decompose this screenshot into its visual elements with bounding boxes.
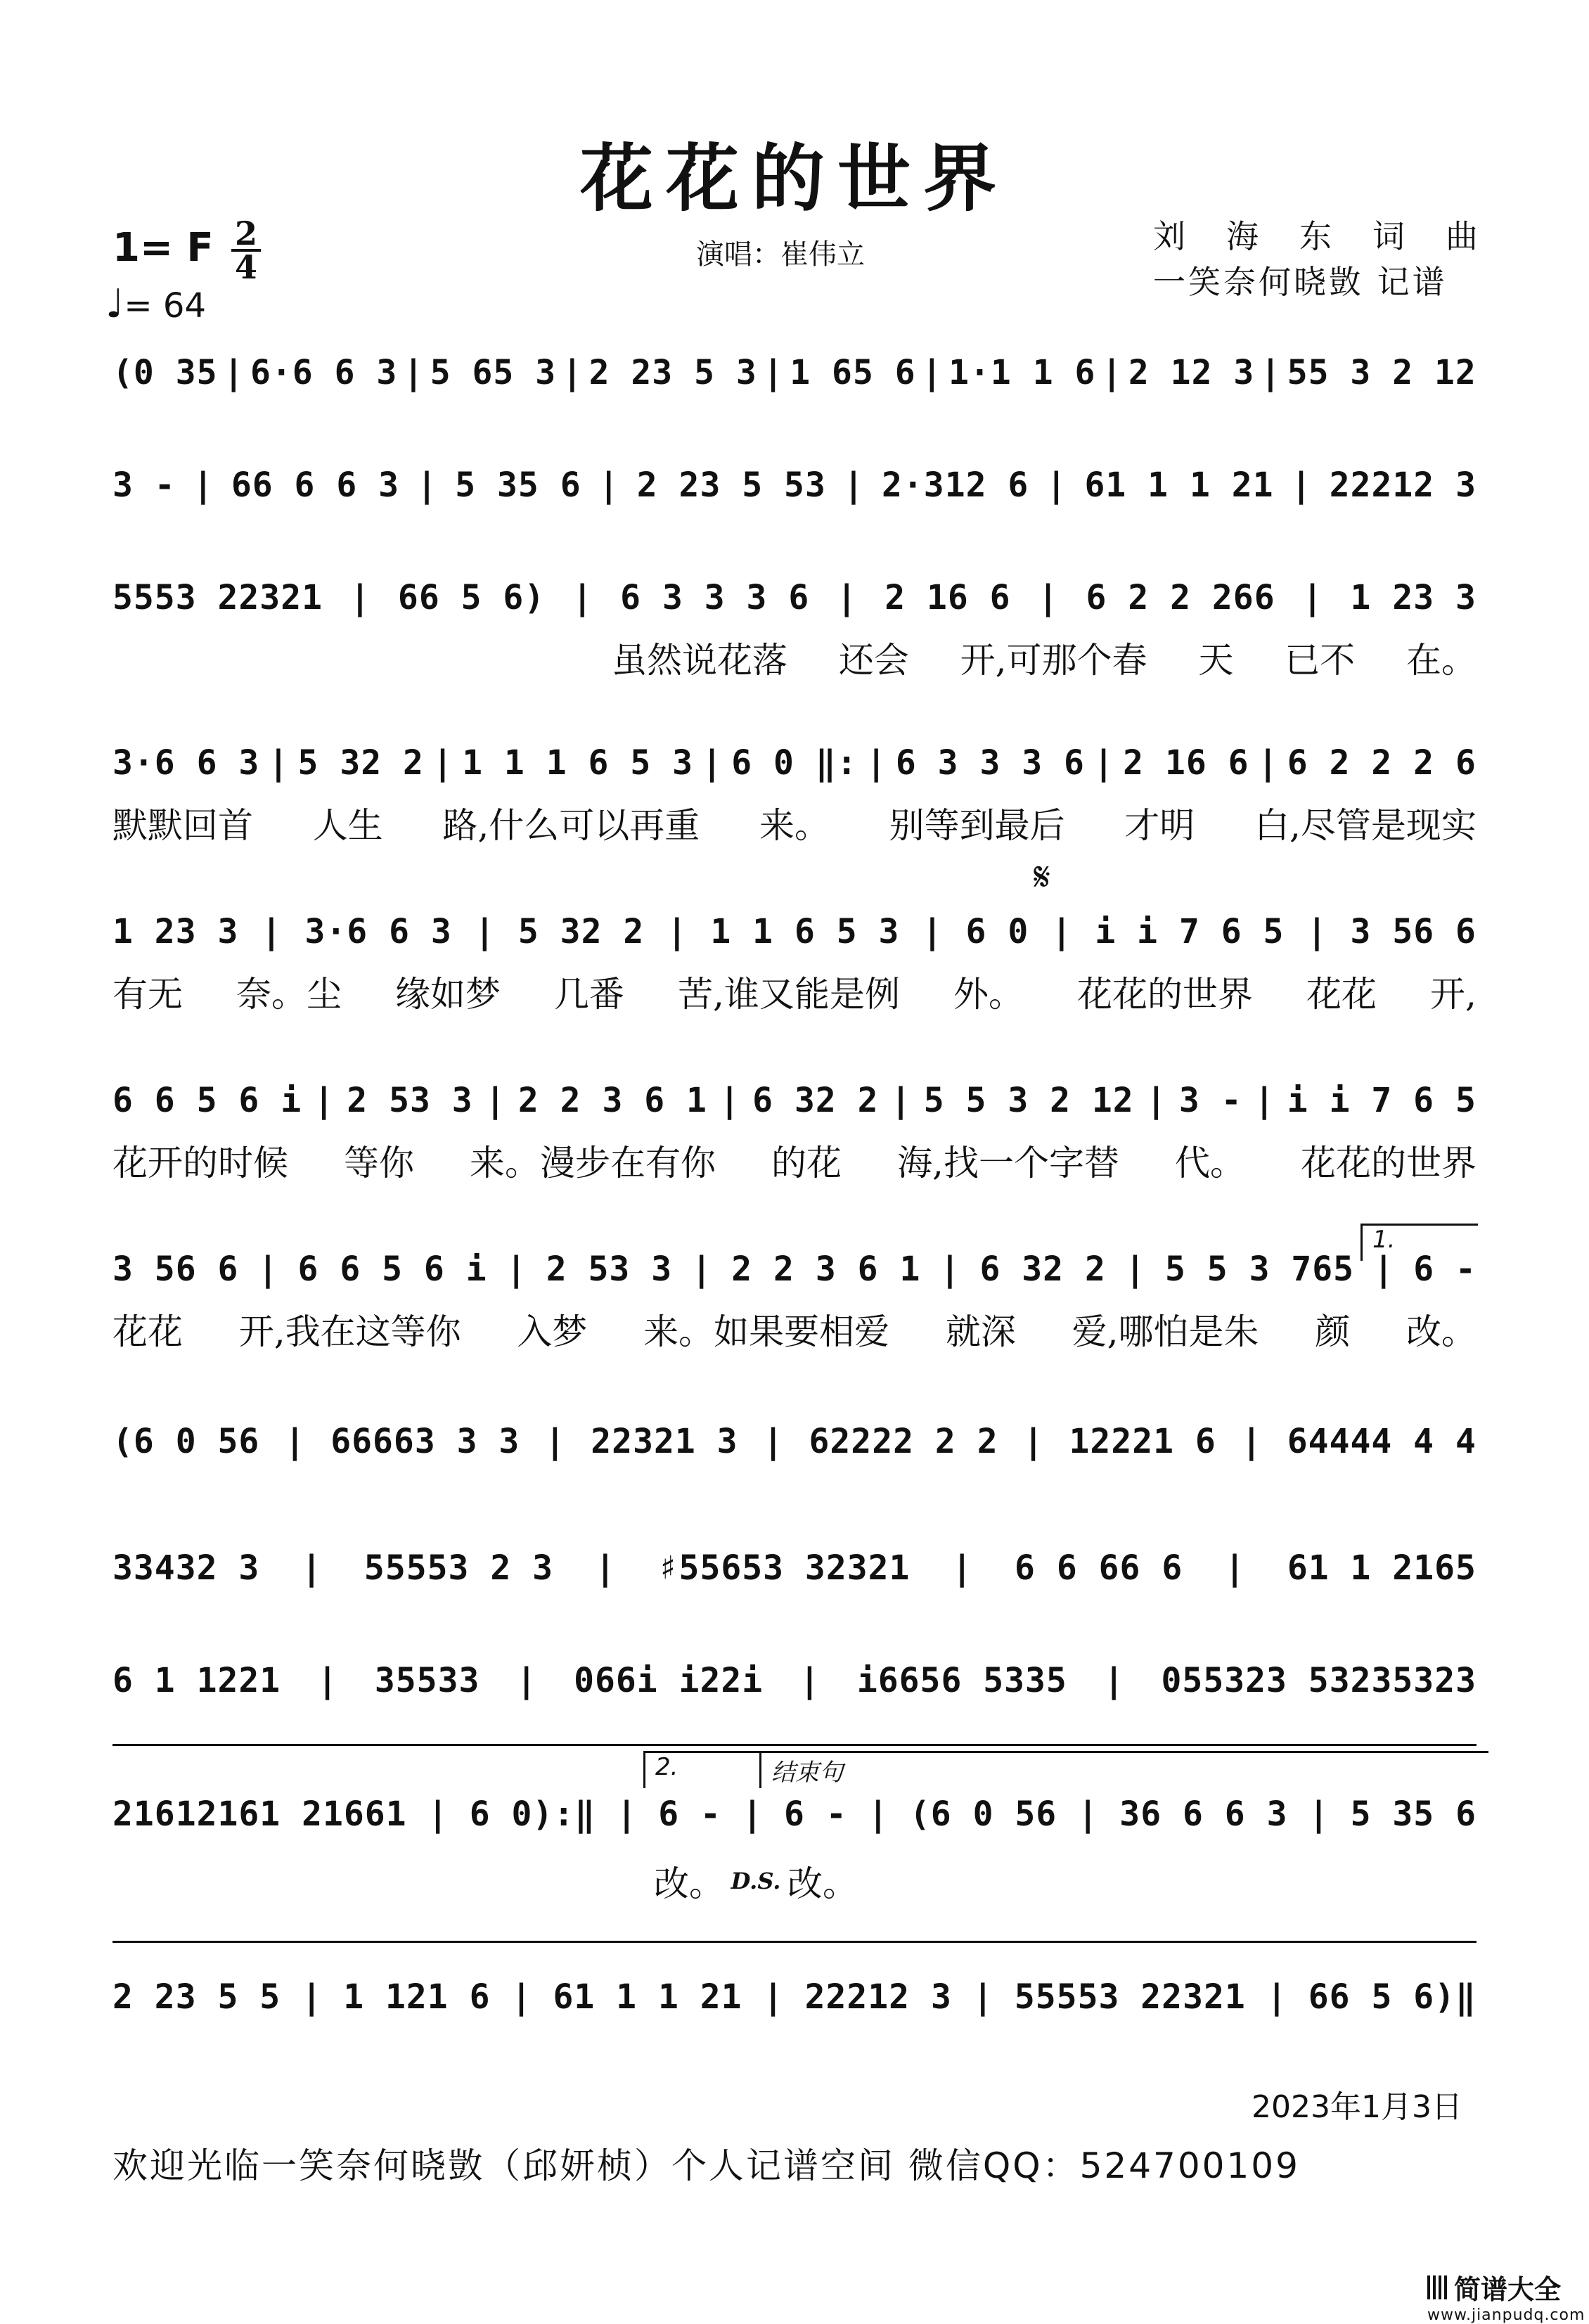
- measure: 61 1 2165: [1287, 1548, 1477, 1588]
- measure: 55 3 2 12: [1287, 353, 1477, 392]
- barline: |: [691, 1250, 713, 1289]
- site-logo-text: 简谱大全: [1454, 2274, 1562, 2305]
- barline: |: [1046, 466, 1067, 505]
- lyric-line: [112, 967, 1477, 1016]
- barline: |: [667, 912, 688, 951]
- lyric-phrase: 来。如果要相爱: [643, 1311, 890, 1352]
- lyric-phrase: 已不: [1285, 640, 1356, 681]
- ending-label: 结束句: [771, 1759, 843, 1787]
- volta-2: [643, 1751, 761, 1788]
- barline: |: [544, 1422, 566, 1461]
- lyric-phrase: 有无: [112, 974, 183, 1015]
- barline: |: [836, 578, 858, 617]
- lyric-phrase: 缘如梦: [395, 974, 501, 1015]
- date: 2023年1月3日: [1252, 2089, 1462, 2125]
- barline: |: [474, 912, 496, 951]
- lyric-phrase: 白,尽管是现实: [1254, 805, 1477, 846]
- measure: 2·312 6: [882, 466, 1029, 505]
- piano-keys-icon: [1427, 2275, 1448, 2299]
- barline: |: [301, 1548, 323, 1588]
- barline: |: [261, 912, 283, 951]
- lyric-phrase: 花花的世界: [1077, 974, 1253, 1015]
- measure: 6 32 2: [752, 1081, 879, 1120]
- measure: 5 5 3 2 12: [923, 1081, 1134, 1120]
- barline: |: [1308, 1795, 1330, 1834]
- barline: |: [763, 1977, 785, 2017]
- measure: 6 32 2: [979, 1250, 1106, 1289]
- barline: |: [1093, 743, 1114, 783]
- ending-bracket: [759, 1751, 1488, 1788]
- barline: |: [1266, 1977, 1288, 2017]
- measure: 35533: [374, 1661, 480, 1700]
- lyric-phrase: 的花: [771, 1143, 842, 1183]
- barline: |: [317, 1661, 338, 1700]
- measure: 1 23 3: [1350, 578, 1477, 617]
- barline: |: [1124, 1250, 1146, 1289]
- lyric-phrase: 人生: [312, 805, 383, 846]
- barline: |: [432, 743, 453, 783]
- barline: |: [866, 743, 887, 783]
- measure: 3 56 6: [1350, 912, 1477, 951]
- measure: 3 56 6: [112, 1250, 239, 1289]
- measure: 1·1 1 6: [948, 353, 1096, 392]
- measure: 5 35 6: [1350, 1795, 1477, 1834]
- measure: 6 3 3 3 6: [620, 578, 810, 617]
- lyric-phrase: 改。: [1405, 1311, 1477, 1352]
- measure: 64444 4 4: [1287, 1422, 1477, 1461]
- music-line: [112, 1786, 1477, 1842]
- measure: 55553 2 3: [364, 1548, 554, 1588]
- measure: 6 -: [1413, 1250, 1477, 1289]
- barline: |: [257, 1250, 279, 1289]
- lyric-phrase: 虽然说花落: [612, 640, 787, 681]
- barline: |: [616, 1795, 638, 1834]
- measure: 2 23 5 53: [636, 466, 826, 505]
- barline: |: [1038, 578, 1059, 617]
- measure: i i 7 6 5: [1095, 912, 1285, 951]
- lyric-phrase: 就深: [945, 1311, 1016, 1352]
- lyric-phrase: 开,我在这等你: [238, 1311, 461, 1352]
- site-logo-url: www.jianpudq.com: [1427, 2306, 1585, 2324]
- music-line: [112, 904, 1477, 960]
- measure: 6 3 3 3 6: [895, 743, 1085, 783]
- music-line: [112, 1072, 1477, 1129]
- measure: 2 16 6: [1123, 743, 1249, 783]
- barline: |: [349, 578, 371, 617]
- measure: 6 2 2 266: [1086, 578, 1275, 617]
- measure: 5 32 2: [297, 743, 424, 783]
- lyric-phrase: 苦,谁又能是例: [678, 974, 900, 1015]
- measure: 2 53 3: [546, 1250, 673, 1289]
- welcome-text: 欢迎光临一笑奈何晓敳（邱妍桢）个人记谱空间 微信QQ：524700109: [112, 2145, 1300, 2186]
- measure: 6 2 2 2 6: [1287, 743, 1477, 783]
- measure: 66663 3 3: [330, 1422, 520, 1461]
- barline: |: [416, 466, 438, 505]
- lyric-phrase: 别等到最后: [889, 805, 1065, 846]
- music-line: [112, 735, 1477, 791]
- music-line: [112, 345, 1477, 401]
- volta-1-label: 1.: [1372, 1226, 1396, 1254]
- measure: (6 0 56: [909, 1795, 1057, 1834]
- measure: 6 1 1221: [112, 1661, 281, 1700]
- site-logo-name: [1427, 2268, 1561, 2306]
- measure: 6 6 5 6 i: [297, 1250, 487, 1289]
- measure: 22321 3: [591, 1422, 738, 1461]
- lyric-phrase: 开,可那个春: [960, 640, 1147, 681]
- tempo-value: = 64: [124, 286, 206, 326]
- lyric-phrase: 花开的时候: [112, 1143, 288, 1183]
- barline: |: [763, 353, 784, 392]
- barline: |: [1254, 1081, 1275, 1120]
- lyric-phrase: 花花: [112, 1311, 183, 1352]
- barline: |: [1241, 1422, 1263, 1461]
- measure: 6 0: [965, 912, 1029, 951]
- lyric-line: [612, 633, 1477, 682]
- lyric-phrase: 还会: [838, 640, 909, 681]
- barline: |: [1257, 743, 1279, 783]
- system-top-line-2: [112, 1941, 1477, 1943]
- barline: |: [763, 1422, 784, 1461]
- lyric-line: [112, 1136, 1477, 1185]
- measure: 5 35 6: [455, 466, 581, 505]
- barline: |: [868, 1795, 889, 1834]
- barline: |: [562, 353, 584, 392]
- music-line: [112, 1540, 1477, 1596]
- measure: 2 12 3: [1128, 353, 1255, 392]
- barline: |: [1077, 1795, 1099, 1834]
- barline: |: [403, 353, 425, 392]
- barline: |: [1023, 1422, 1045, 1461]
- measure: 2 2 3 6 1: [731, 1250, 921, 1289]
- quarter-note-icon: ♩: [105, 281, 124, 327]
- measure: 22212 3: [1329, 466, 1477, 505]
- barline: |: [951, 1548, 973, 1588]
- barline: |: [972, 1977, 994, 2017]
- singer-credit: 演唱：崔伟立: [696, 238, 865, 271]
- barline: |: [511, 1977, 532, 2017]
- volta-1: [1360, 1224, 1478, 1261]
- music-line: [112, 570, 1477, 626]
- measure: 5553 22321: [112, 578, 323, 617]
- time-signature-top: 2: [234, 214, 257, 252]
- measure: 2 23 5 5: [112, 1977, 281, 2017]
- barline: |: [595, 1548, 617, 1588]
- measure: 66 5 6)‖: [1308, 1977, 1477, 2017]
- measure: 3·6 6 3: [304, 912, 452, 951]
- lyric-phrase: 改。: [787, 1863, 858, 1904]
- barline: |: [1260, 353, 1282, 392]
- measure: 1 1 6 5 3: [710, 912, 900, 951]
- barline: |: [193, 466, 214, 505]
- barline: |: [598, 466, 620, 505]
- music-line: [112, 1241, 1477, 1297]
- lyric-phrase: 海,找一个字替: [897, 1143, 1119, 1183]
- lyric-phrase: 等你: [344, 1143, 415, 1183]
- barline: |: [268, 743, 290, 783]
- measure: 33432 3: [112, 1548, 260, 1588]
- lyric-phrase: 路,什么可以再重: [442, 805, 700, 846]
- measure: 62222 2 2: [809, 1422, 998, 1461]
- tempo-marking: [105, 281, 206, 327]
- barline: |: [484, 1081, 506, 1120]
- barline: |: [742, 1795, 764, 1834]
- measure: 2 53 3: [347, 1081, 473, 1120]
- lyric-phrase: 花花: [1306, 974, 1377, 1015]
- lyric-phrase: 代。: [1174, 1143, 1245, 1183]
- barline: |: [1302, 578, 1324, 617]
- barline: |: [799, 1661, 821, 1700]
- measure: 6 0):‖: [469, 1795, 596, 1834]
- measure: 61 1 1 21: [553, 1977, 742, 2017]
- measure: 1 65 6: [790, 353, 916, 392]
- measure: 22212 3: [804, 1977, 952, 2017]
- measure: 055323 53235323: [1161, 1661, 1477, 1700]
- measure: 3 -: [1178, 1081, 1242, 1120]
- measure: 5 32 2: [517, 912, 645, 951]
- measure: 6 -: [658, 1795, 721, 1834]
- notation-credit: 一笑奈何晓敳 记谱: [1153, 263, 1448, 301]
- key-signature: 1= F: [112, 225, 214, 271]
- lyric-phrase: 默默回首: [112, 805, 253, 846]
- lyric-phrase: 在。: [1405, 640, 1477, 681]
- measure: 3·6 6 3: [112, 743, 260, 783]
- lyric-line: [112, 1304, 1477, 1354]
- barline: |: [939, 1250, 961, 1289]
- measure: 6·6 6 3: [250, 353, 398, 392]
- measure: i6656 5335: [856, 1661, 1067, 1700]
- music-line: [112, 457, 1477, 513]
- page-title: 花花的世界: [579, 135, 1009, 222]
- barline: |: [572, 578, 593, 617]
- lyric-phrase: 来。: [759, 805, 830, 846]
- lyric-phrase: 开,: [1430, 974, 1477, 1015]
- volta-2-label: 2.: [655, 1753, 678, 1781]
- barline: |: [223, 353, 245, 392]
- measure: 2 23 5 3: [588, 353, 757, 392]
- lyric-phrase: 几番: [554, 974, 625, 1015]
- measure: 6 -: [784, 1795, 847, 1834]
- measure: 6 0 ‖:: [731, 743, 858, 783]
- measure: 5 65 3: [430, 353, 557, 392]
- lyric-line: [654, 1856, 858, 1906]
- lyric-line: [112, 798, 1477, 847]
- barline: |: [314, 1081, 335, 1120]
- barline: |: [922, 912, 944, 951]
- measure: 12221 6: [1069, 1422, 1216, 1461]
- barline: |: [1224, 1548, 1246, 1588]
- barline: |: [301, 1977, 323, 2017]
- music-line: [112, 1413, 1477, 1470]
- site-logo: [1427, 2268, 1585, 2324]
- barline: |: [1373, 1250, 1395, 1289]
- measure: 21612161 21661: [112, 1795, 407, 1834]
- barline: |: [1291, 466, 1313, 505]
- barline: |: [1306, 912, 1328, 951]
- measure: 61 1 1 21: [1084, 466, 1274, 505]
- measure: (6 0 56: [112, 1422, 260, 1461]
- lyric-phrase: 外。: [953, 974, 1024, 1015]
- barline: |: [516, 1661, 538, 1700]
- measure: 1 1 1 6 5 3: [462, 743, 694, 783]
- lyric-phrase: 来。漫步在有你: [470, 1143, 716, 1183]
- measure: 5 5 3 765: [1164, 1250, 1355, 1289]
- lyric-phrase: 改。: [654, 1863, 724, 1904]
- barline: |: [921, 353, 943, 392]
- measure: 2 16 6: [884, 578, 1011, 617]
- barline: |: [506, 1250, 527, 1289]
- measure: 2 2 3 6 1: [517, 1081, 707, 1120]
- time-signature: [229, 214, 264, 286]
- segno-icon: 𝄋: [1034, 854, 1051, 900]
- measure: 066i i22i: [574, 1661, 764, 1700]
- lyric-phrase: 天: [1198, 640, 1234, 681]
- lyric-phrase: 颜: [1315, 1311, 1351, 1352]
- music-line: [112, 1652, 1477, 1709]
- system-top-line: [112, 1744, 1477, 1746]
- measure: ♯55653 32321: [657, 1548, 911, 1588]
- lyric-phrase: D.S.: [731, 1868, 781, 1894]
- lyric-phrase: 入梦: [517, 1311, 588, 1352]
- lyrics-credit: 刘海东词曲: [1153, 217, 1519, 255]
- measure: 6 6 5 6 i: [112, 1081, 302, 1120]
- barline: |: [1145, 1081, 1167, 1120]
- measure: 1 121 6: [343, 1977, 491, 2017]
- measure: (0 35: [112, 353, 218, 392]
- barline: |: [890, 1081, 912, 1120]
- barline: |: [702, 743, 723, 783]
- barline: |: [719, 1081, 740, 1120]
- barline: |: [1051, 912, 1073, 951]
- lyric-phrase: 爱,哪怕是朱: [1072, 1311, 1259, 1352]
- barline: |: [1101, 353, 1123, 392]
- measure: 1 23 3: [112, 912, 239, 951]
- measure: 66 6 6 3: [231, 466, 400, 505]
- time-signature-bottom: 4: [234, 248, 257, 286]
- barline: |: [1103, 1661, 1125, 1700]
- measure: 36 6 6 3: [1119, 1795, 1288, 1834]
- lyric-phrase: 花花的世界: [1301, 1143, 1477, 1183]
- lyric-phrase: 奈。尘: [236, 974, 342, 1015]
- measure: 3 -: [112, 466, 176, 505]
- measure: i i 7 6 5: [1287, 1081, 1477, 1120]
- measure: 6 6 66 6: [1015, 1548, 1183, 1588]
- lyric-phrase: 才明: [1124, 805, 1195, 846]
- barline: |: [843, 466, 865, 505]
- barline: |: [427, 1795, 449, 1834]
- music-line: [112, 1969, 1477, 2025]
- barline: |: [284, 1422, 306, 1461]
- measure: 55553 22321: [1014, 1977, 1246, 2017]
- measure: 66 5 6): [397, 578, 546, 617]
